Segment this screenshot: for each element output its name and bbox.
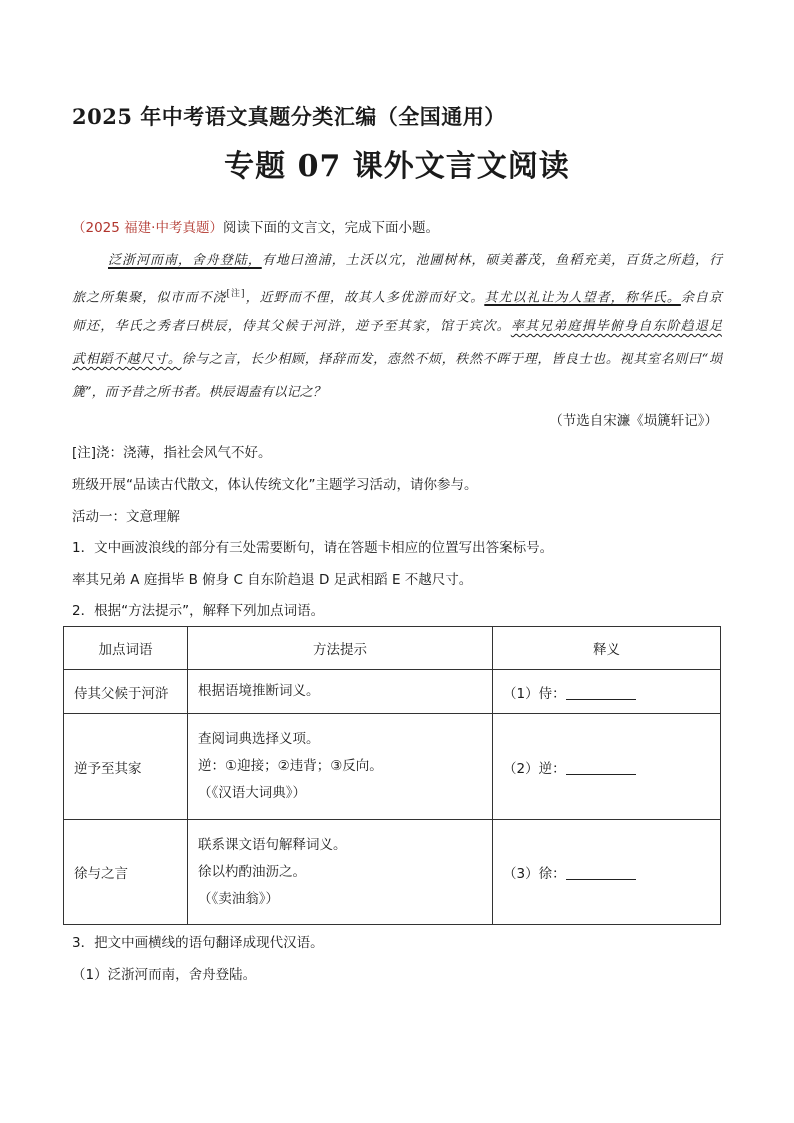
annotation-note: [注]浇：浇薄，指社会风气不好。 (72, 445, 272, 461)
answer-label: （3）徐： (503, 866, 566, 882)
underlined-sentence-1: 泛浙河而南，舍舟登陆， (108, 253, 262, 268)
question-intro (72, 219, 439, 237)
wavy-line-part-1: 率其兄弟庭揖毕俯身自东阶趋退足 (510, 319, 722, 334)
hint-cell (188, 820, 493, 925)
q3-sub-1: （1）泛浙河而南，舍舟登陆。 (72, 967, 257, 983)
passage-line-4 (72, 351, 722, 369)
hint-line: （《卖油翁》） (198, 890, 279, 907)
hint-line: 逆：①迎接；②违背；③反向。 (198, 758, 383, 774)
answer-blank[interactable] (566, 760, 636, 775)
table-row (64, 820, 721, 925)
word-cell: 逆予至其家 (64, 714, 188, 820)
underlined-sentence-2: 其尤以礼让为人望者，称华氏。 (484, 290, 681, 306)
passage-text: ，近野而不俚，故其人多优游而好文。 (244, 290, 485, 306)
hint-cell (188, 714, 493, 820)
passage-text: 徐与之言，长少相顾，择辞而发，悫然不烦，秩然不晖于理，皆良士也。视其室名则曰“埙 (181, 352, 722, 367)
answer-blank[interactable] (566, 865, 636, 880)
hint-line: 徐以杓酌油沥之。 (198, 863, 306, 880)
table-row (64, 714, 721, 820)
wavy-line-part-2: 武相蹈不越尺寸。 (72, 352, 182, 367)
passage-text: 旅之所集聚，似市而不浇 (72, 290, 227, 306)
hint-line: 查阅词典选择义项。 (198, 731, 320, 747)
answer-cell (493, 670, 721, 714)
table-row (64, 670, 721, 714)
activity-1-heading: 活动一：文意理解 (72, 509, 180, 525)
vocab-table (63, 626, 721, 925)
passage-attribution: （节选自宋濂《埙篪轩记》） (549, 413, 718, 429)
answer-blank[interactable] (566, 685, 636, 700)
answer-label: （1）侍： (503, 685, 566, 702)
source-tag: （2025 福建·中考真题） (72, 220, 223, 236)
hint-line: 根据语境推断词义。 (198, 683, 320, 699)
answer-label: （2）逆： (503, 760, 566, 777)
topic-title: 专题 07 课外文言文阅读 (224, 149, 570, 184)
header-meaning: 释义 (493, 627, 721, 670)
collection-title: 2025 年中考语文真题分类汇编（全国通用） (72, 104, 506, 129)
passage-line-2 (72, 285, 722, 307)
note-marker: [注] (226, 289, 245, 299)
header-hint: 方法提示 (188, 627, 493, 670)
answer-cell (493, 714, 721, 820)
header-word: 加点词语 (64, 627, 188, 670)
q2-prompt: 2．根据“方法提示”，解释下列加点词语。 (72, 603, 325, 619)
activity-intro: 班级开展“品读古代散文，体认传统文化”主题学习活动，请你参与。 (72, 477, 478, 493)
answer-cell (493, 820, 721, 925)
passage-line-1 (108, 252, 722, 270)
passage-text: 有地曰渔浦，土沃以宂，池圃树林，硕美蕃茂，鱼稻充美，百货之所趋，行 (261, 253, 722, 268)
passage-line-5: 篪”，而予昔之所书者。栱辰谒盍有以记之？ (72, 385, 326, 400)
word-cell: 徐与之言 (64, 820, 188, 925)
hint-line: （《汉语大词典》） (198, 785, 306, 801)
q1-prompt: 1．文中画波浪线的部分有三处需要断句，请在答题卡相应的位置写出答案标号。 (72, 540, 554, 556)
hint-cell (188, 670, 493, 714)
passage-text: 师还，华氏之秀者曰栱辰，侍其父候于河浒，逆予至其家，馆于宾次。 (72, 319, 511, 334)
hint-line: 联系课文语句解释词义。 (198, 836, 347, 853)
instruction: 阅读下面的文言文，完成下面小题。 (222, 220, 439, 236)
passage-text: 余自京 (680, 290, 722, 306)
q3-prompt: 3．把文中画横线的语句翻译成现代汉语。 (72, 935, 324, 951)
passage-line-3 (72, 318, 722, 336)
table-header-row (64, 627, 721, 670)
q1-options: 率其兄弟 A 庭揖毕 B 俯身 C 自东阶趋退 D 足武相蹈 E 不越尺寸。 (72, 572, 473, 588)
word-cell: 侍其父候于河浒 (64, 670, 188, 714)
